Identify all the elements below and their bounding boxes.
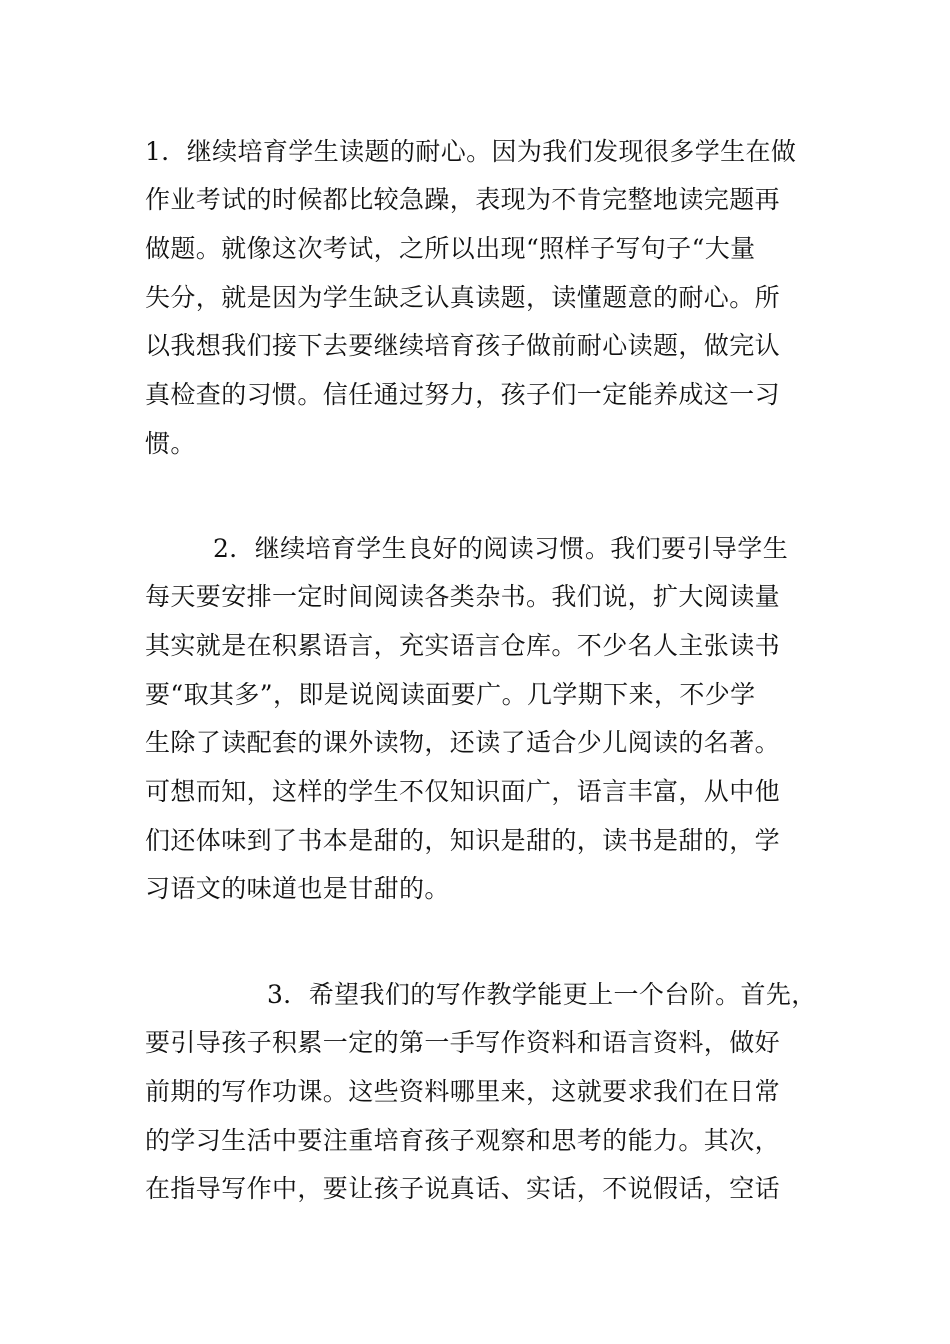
paragraph-1-line-1: 1．继续培育学生读题的耐心。因为我们发现很多学生在做	[145, 137, 797, 166]
paragraph-2-line-2: 每天要安排一定时间阅读各类杂书。我们说，扩大阅读量	[145, 582, 781, 611]
paragraph-1-line-7: 惯。	[145, 429, 196, 458]
paragraph-1-line-6: 真检查的习惯。信任通过努力，孩子们一定能养成这一习	[145, 380, 781, 409]
paragraph-1-line-3: 做题。就像这次考试，之所以出现“照样子写句子“大量	[145, 234, 756, 263]
paragraph-3-line-4: 的学习生活中要注重培育孩子观察和思考的能力。其次，	[145, 1126, 781, 1155]
paragraph-2-line-6: 可想而知，这样的学生不仅知识面广，语言丰富，从中他	[145, 777, 781, 806]
paragraph-1-line-2: 作业考试的时候都比较急躁，表现为不肯完整地读完题再	[145, 185, 781, 214]
paragraph-2-line-4: 要“取其多”，即是说阅读面要广。几学期下来，不少学	[145, 680, 756, 709]
paragraph-2-line-3: 其实就是在积累语言，充实语言仓库。不少名人主张读书	[145, 631, 781, 660]
paragraph-3-line-3: 前期的写作功课。这些资料哪里来，这就要求我们在日常	[145, 1077, 781, 1106]
paragraph-3-line-5: 在指导写作中，要让孩子说真话、实话，不说假话，空话	[145, 1174, 781, 1203]
paragraph-1-line-5: 以我想我们接下去要继续培育孩子做前耐心读题，做完认	[145, 331, 781, 360]
paragraph-3-line-1: 3．希望我们的写作教学能更上一个台阶。首先，	[267, 980, 817, 1009]
paragraph-2-line-8: 习语文的味道也是甘甜的。	[145, 874, 450, 903]
paragraph-2-line-1: 2．继续培育学生良好的阅读习惯。我们要引导学生	[213, 534, 789, 563]
paragraph-3-line-2: 要引导孩子积累一定的第一手写作资料和语言资料，做好	[145, 1028, 781, 1057]
paragraph-2-line-7: 们还体味到了书本是甜的，知识是甜的，读书是甜的，学	[145, 826, 781, 855]
paragraph-1-line-4: 失分，就是因为学生缺乏认真读题，读懂题意的耐心。所	[145, 283, 781, 312]
paragraph-2-line-5: 生除了读配套的课外读物，还读了适合少儿阅读的名著。	[145, 728, 781, 757]
